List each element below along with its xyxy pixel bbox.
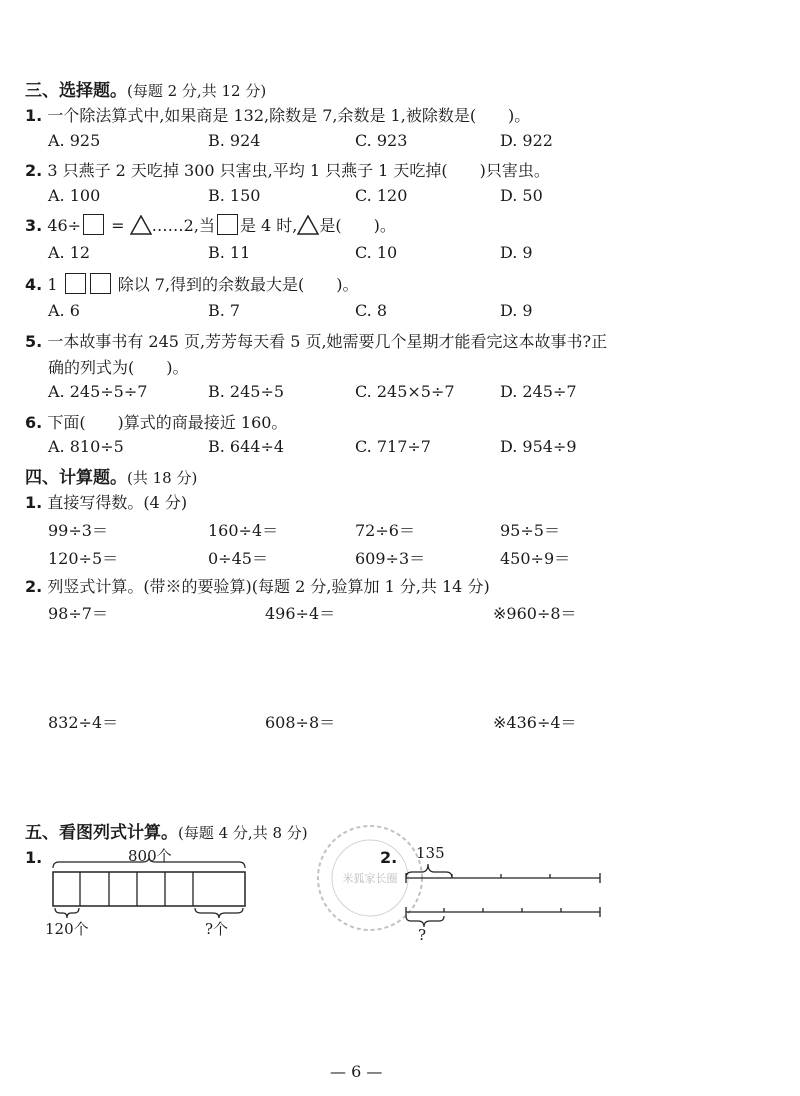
part-1-heading (25, 490, 187, 513)
section5-heading (25, 818, 308, 843)
vertical-calc: ※960÷8＝ (493, 604, 577, 623)
section4-heading (25, 463, 197, 488)
square-box-icon (217, 214, 238, 235)
figure-1-segment-diagram (45, 858, 255, 920)
part-number: 1. (25, 493, 43, 512)
q4-part2: 除以 7,得到的余数最大是( )。 (117, 275, 359, 294)
q4-part1: 1 (47, 275, 58, 294)
question-text: 3 只燕子 2 天吃掉 300 只害虫,平均 1 只燕子 1 天吃掉( )只害虫。 (47, 161, 550, 180)
square-box-icon (83, 214, 104, 235)
question-text: 下面( )算式的商最接近 160。 (47, 413, 288, 432)
q3-part5: 是( )。 (319, 216, 396, 235)
q4-option-a: A. 6 (48, 301, 80, 320)
section5-title: 五、看图列式计算。 (25, 823, 178, 843)
part-2-heading (25, 574, 490, 597)
q6-option-c: C. 717÷7 (355, 437, 431, 456)
figure-1-number: 1. (25, 848, 43, 867)
section3-title: 三、选择题。 (25, 81, 127, 101)
vertical-calc: 608÷8＝ (265, 713, 336, 732)
question-number: 1. (25, 106, 43, 125)
question-6 (25, 410, 287, 433)
triangle-icon (130, 215, 152, 235)
q3-equals: = (111, 216, 125, 235)
section4-title: 四、计算题。 (25, 468, 127, 488)
q2-option-c: C. 120 (355, 186, 408, 205)
section5-note: (每题 4 分,共 8 分) (178, 824, 308, 842)
q3-option-c: C. 10 (355, 243, 398, 262)
question-number: 4. (25, 275, 43, 294)
part-text: 列竖式计算。(带※的要验算)(每题 2 分,验算加 1 分,共 14 分) (47, 577, 490, 596)
mental-calc: 72÷6＝ (355, 521, 415, 540)
vertical-calc: ※436÷4＝ (493, 713, 577, 732)
mental-calc: 99÷3＝ (48, 521, 108, 540)
q6-option-d: D. 954÷9 (500, 437, 577, 456)
figure-2-top-label: 135 (416, 844, 445, 862)
section3-heading (25, 76, 266, 101)
question-1 (25, 103, 530, 126)
triangle-icon (297, 215, 319, 235)
q5-option-a: A. 245÷5÷7 (48, 382, 148, 401)
question-3 (25, 213, 396, 236)
part-number: 2. (25, 577, 43, 596)
q4-option-c: C. 8 (355, 301, 388, 320)
q4-option-b: B. 7 (208, 301, 241, 320)
q4-option-d: D. 9 (500, 301, 533, 320)
mental-calc: 450÷9＝ (500, 549, 571, 568)
q5-option-c: C. 245×5÷7 (355, 382, 455, 401)
q6-option-b: B. 644÷4 (208, 437, 285, 456)
q1-option-d: D. 922 (500, 131, 553, 150)
section3-note: (每题 2 分,共 12 分) (127, 82, 267, 100)
question-2 (25, 158, 550, 181)
figure-1-unknown-label: ?个 (205, 920, 229, 938)
figure-2-line-diagram (400, 860, 610, 940)
vertical-calc: 496÷4＝ (265, 604, 336, 623)
q2-option-a: A. 100 (48, 186, 101, 205)
mental-calc: 160÷4＝ (208, 521, 279, 540)
q3-option-b: B. 11 (208, 243, 251, 262)
q3-part1: 46÷ (47, 216, 82, 235)
question-5 (25, 329, 607, 352)
question-number: 5. (25, 332, 43, 351)
q2-option-b: B. 150 (208, 186, 261, 205)
q3-part4: 是 4 时, (239, 216, 298, 235)
q5-option-b: B. 245÷5 (208, 382, 285, 401)
q1-option-c: C. 923 (355, 131, 408, 150)
square-box-icon (90, 273, 111, 294)
q6-option-a: A. 810÷5 (48, 437, 124, 456)
q1-option-a: A. 925 (48, 131, 101, 150)
q3-option-d: D. 9 (500, 243, 533, 262)
part-text: 直接写得数。(4 分) (47, 493, 188, 512)
question-number: 2. (25, 161, 43, 180)
question-text: 一本故事书有 245 页,芳芳每天看 5 页,她需要几个星期才能看完这本故事书?正 (47, 332, 608, 351)
q3-part3: ……2,当 (151, 216, 215, 235)
q3-option-a: A. 12 (48, 243, 91, 262)
mental-calc: 95÷5＝ (500, 521, 560, 540)
mental-calc: 609÷3＝ (355, 549, 426, 568)
section4-note: (共 18 分) (127, 469, 198, 487)
q2-option-d: D. 50 (500, 186, 543, 205)
svg-text:米狐家长圈: 米狐家长圈 (342, 872, 398, 885)
figure-1-part-label: 120个 (45, 920, 89, 938)
vertical-calc: 98÷7＝ (48, 604, 108, 623)
question-number: 3. (25, 216, 43, 235)
figure-2-unknown-label: ? (418, 926, 427, 944)
question-text: 一个除法算式中,如果商是 132,除数是 7,余数是 1,被除数是( )。 (47, 106, 531, 125)
q1-option-b: B. 924 (208, 131, 261, 150)
vertical-calc: 832÷4＝ (48, 713, 119, 732)
page-number: — 6 — (330, 1062, 383, 1081)
question-number: 6. (25, 413, 43, 432)
mental-calc: 0÷45＝ (208, 549, 268, 568)
figure-1-total-label: 800个 (128, 847, 172, 865)
figure-2-number: 2. (380, 848, 398, 867)
q5-option-d: D. 245÷7 (500, 382, 577, 401)
question-4 (25, 272, 359, 295)
square-box-icon (65, 273, 86, 294)
question-5-line2: 确的列式为( )。 (48, 358, 189, 377)
mental-calc: 120÷5＝ (48, 549, 119, 568)
